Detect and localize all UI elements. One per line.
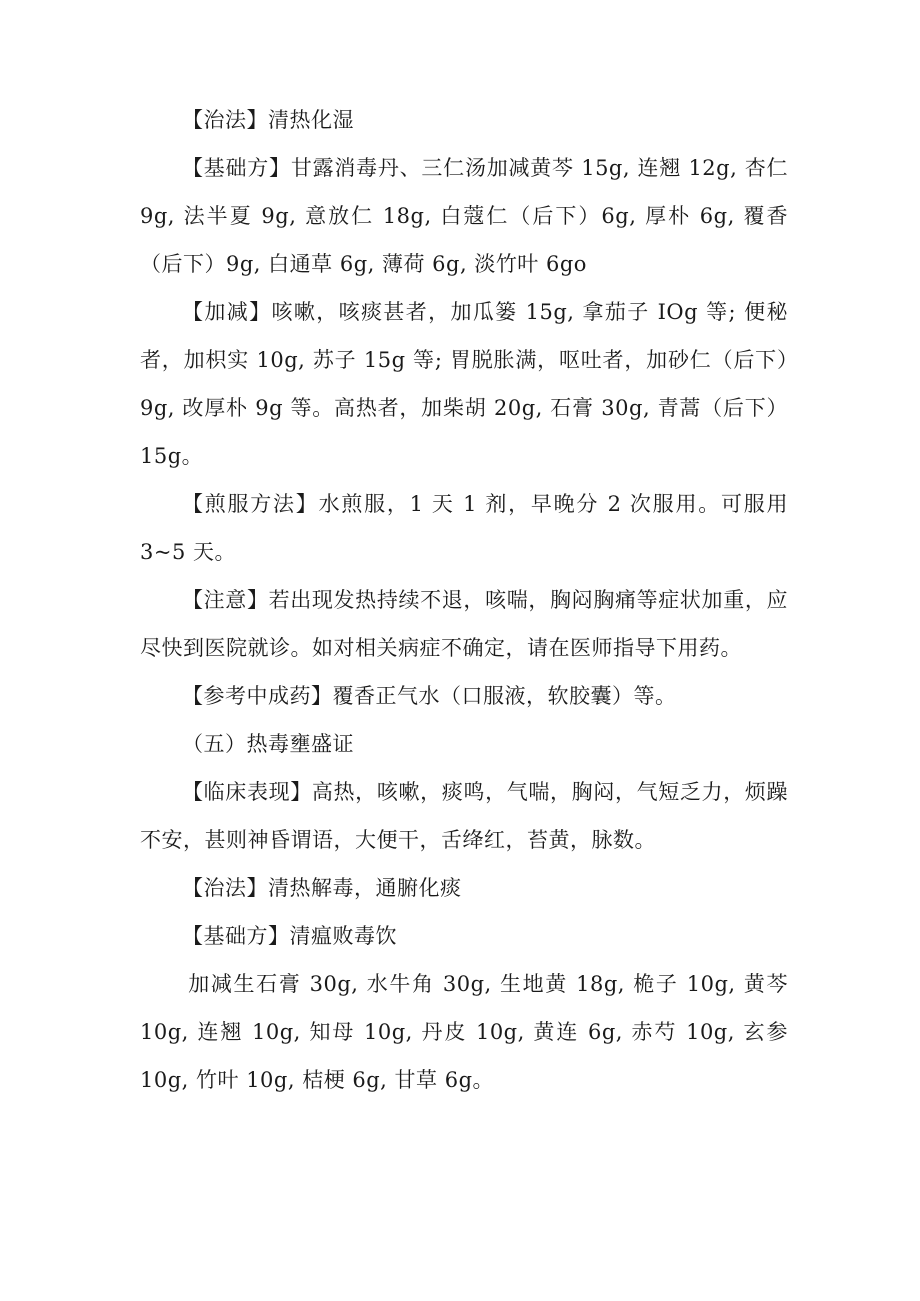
paragraph-text: 清瘟败毒饮 [289,924,397,948]
paragraph-text: 甘露消毒丹、三仁汤加减黄芩 15g, 连翘 12g, 杏仁 9g, 法半夏 9g, 意放仁 18g, 白蔻仁（后下）6g, 厚朴 6g, 覆香（后下）9g, 白通草 6g, 薄荷 6g, 淡竹叶 6go [140,156,788,276]
paragraph-formula-ingredients [140,960,788,1104]
paragraph-text: 高热，咳嗽，痰鸣，气喘，胸闷，气短乏力，烦躁不安，甚则神昏谓语，大便干，舌绛红，苔黄，脉数。 [140,780,788,852]
paragraph-reference-medicine [140,672,788,720]
paragraph-text: 咳嗽，咳痰甚者，加瓜篓 15g, 拿茄子 IOg 等; 便秘者，加枳实 10g, 苏子 15g 等; 胃脱胀满，呕吐者，加砂仁（后下）9g, 改厚朴 9g 等。高热者，加柴胡 20g, 石膏 30g, 青蒿（后下）15g。 [140,300,788,468]
paragraph-text: （五）热毒壅盛证 [182,732,354,756]
section-tag: 【煎服方法】 [182,492,319,516]
paragraph-base-formula-2 [140,912,788,960]
paragraph-text: 清热解毒，通腑化痰 [268,876,462,900]
section-tag: 【注意】 [182,588,269,612]
section-tag: 【基础方】 [182,924,290,948]
section-tag: 【治法】 [182,108,268,132]
paragraph-modifications [140,288,788,480]
document-body [140,96,788,1104]
paragraph-treatment-1 [140,96,788,144]
paragraph-clinical-manifestation [140,768,788,864]
paragraph-base-formula-1 [140,144,788,288]
section-tag: 【加减】 [182,300,272,324]
section-tag: 【参考中成药】 [182,684,333,708]
section-heading [140,720,788,768]
paragraph-text: 水煎服，1 天 1 剂，早晚分 2 次服用。可服用 3~5 天。 [140,492,788,564]
section-tag: 【基础方】 [182,156,291,180]
paragraph-text: 加减生石膏 30g, 水牛角 30g, 生地黄 18g, 桅子 10g, 黄芩 10g, 连翘 10g, 知母 10g, 丹皮 10g, 黄连 6g, 赤芍 10g, 玄参 10g, 竹叶 10g, 桔梗 6g, 甘草 6g。 [140,972,788,1092]
paragraph-text: 若出现发热持续不退，咳喘，胸闷胸痛等症状加重，应尽快到医院就诊。如对相关病症不确定，请在医师指导下用药。 [140,588,788,660]
paragraph-treatment-2 [140,864,788,912]
section-tag: 【治法】 [182,876,268,900]
paragraph-text: 覆香正气水（口服液，软胶囊）等。 [332,684,677,708]
paragraph-caution [140,576,788,672]
section-tag: 【临床表现】 [182,780,312,804]
paragraph-decoction-method [140,480,788,576]
paragraph-text: 清热化湿 [268,108,354,132]
